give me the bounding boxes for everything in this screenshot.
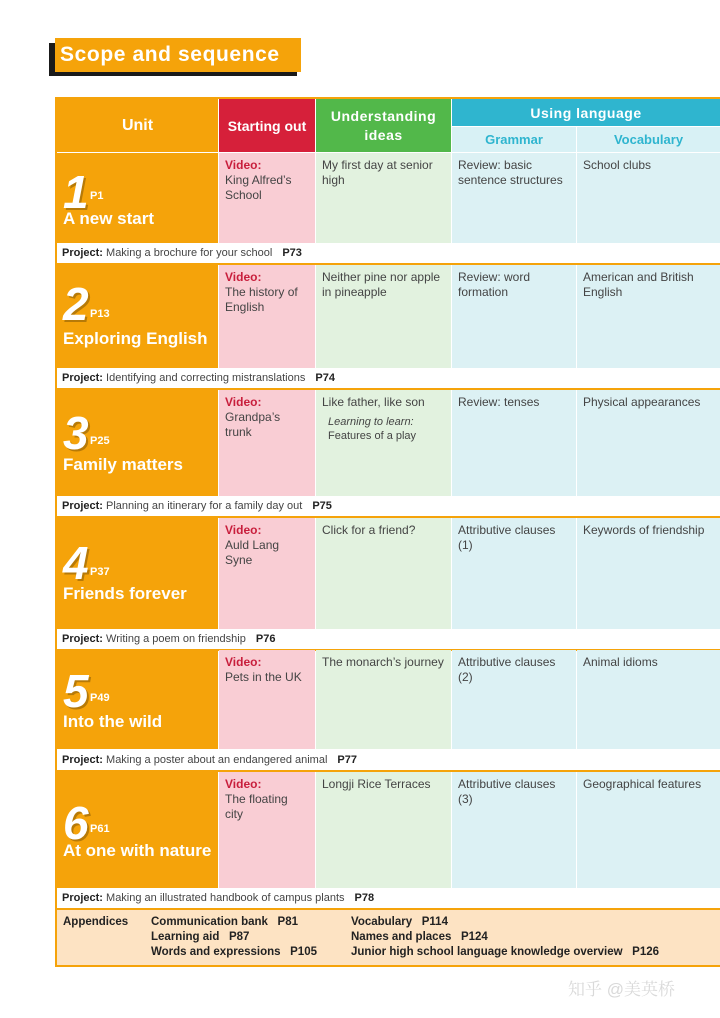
unit-name: Family matters xyxy=(63,455,183,474)
project-page: P77 xyxy=(337,754,357,766)
appendix-name: Words and expressions xyxy=(151,946,281,958)
grammar-cell xyxy=(452,265,576,368)
understanding-ideas-text: Neither pine nor apple in pineapple xyxy=(322,270,441,299)
vocabulary-text: School clubs xyxy=(583,158,652,172)
project-text: Identifying and correcting mistranslations xyxy=(106,372,306,384)
unit-cell xyxy=(57,265,218,368)
vocabulary-text: American and British English xyxy=(583,270,694,299)
project-text: Making a brochure for your school xyxy=(106,247,273,259)
understanding-ideas-text: The monarch’s journey xyxy=(322,655,444,669)
understanding-ideas-text: My first day at senior high xyxy=(322,158,433,187)
unit-name: Into the wild xyxy=(63,712,163,731)
project-page: P78 xyxy=(354,892,375,904)
learning-to-learn-detail: Features of a play xyxy=(328,430,417,442)
grammar-cell xyxy=(452,650,576,749)
starting-out-cell xyxy=(219,518,315,629)
understanding-ideas-cell xyxy=(316,772,451,888)
understanding-ideas-text: Click for a friend? xyxy=(322,523,416,537)
unit-name: Friends forever xyxy=(63,584,187,603)
appendix-page: P126 xyxy=(632,946,660,958)
video-label: Video: xyxy=(225,655,262,669)
unit-cell xyxy=(57,153,218,243)
grammar-text: Attributive clauses (3) xyxy=(458,777,556,806)
appendix-item[interactable] xyxy=(351,946,659,958)
grammar-text: Attributive clauses (2) xyxy=(458,655,556,684)
appendix-page: P87 xyxy=(228,931,250,943)
understanding-ideas-cell xyxy=(316,153,451,243)
project-text: Writing a poem on friendship xyxy=(106,633,246,645)
page-title: Scope and sequence xyxy=(55,38,301,72)
video-title: The history of English xyxy=(225,285,298,314)
project-row xyxy=(57,244,720,263)
vocabulary-cell xyxy=(577,650,720,749)
appendix-page: P81 xyxy=(277,916,298,928)
project-label: Project: xyxy=(62,500,103,512)
video-label: Video: xyxy=(225,158,262,172)
unit-name: At one with nature xyxy=(63,841,212,860)
project-text: Planning an itinerary for a family day out xyxy=(106,500,303,512)
understanding-ideas-text: Like father, like son xyxy=(322,395,425,409)
starting-out-cell xyxy=(219,650,315,749)
understanding-ideas-cell xyxy=(316,265,451,368)
project-row xyxy=(57,751,720,770)
video-label: Video: xyxy=(225,270,262,284)
project-text: Making a poster about an endangered animal xyxy=(106,754,328,766)
grammar-cell xyxy=(452,772,576,888)
understanding-ideas-cell xyxy=(316,390,451,496)
project-label: Project: xyxy=(62,754,103,766)
unit-cell xyxy=(57,650,218,749)
unit-number: 5 xyxy=(63,665,89,717)
unit-number: 4 xyxy=(63,537,89,589)
project-row xyxy=(57,630,720,649)
vocabulary-text: Physical appearances xyxy=(583,395,701,409)
project-label: Project: xyxy=(62,892,103,904)
appendix-page: P105 xyxy=(290,946,317,958)
unit-page: P13 xyxy=(90,308,110,320)
vocabulary-text: Animal idioms xyxy=(583,655,658,669)
video-title: Auld Lang Syne xyxy=(225,538,280,567)
vocabulary-cell xyxy=(577,390,720,496)
grammar-text: Review: basic sentence structures xyxy=(458,158,563,187)
project-label: Project: xyxy=(62,372,103,384)
grammar-text: Review: word formation xyxy=(458,270,531,299)
unit-page: P25 xyxy=(90,435,110,447)
header-starting-out: Starting out xyxy=(219,99,315,152)
grammar-cell xyxy=(452,153,576,243)
video-label: Video: xyxy=(225,777,262,791)
vocabulary-text: Geographical features xyxy=(583,777,702,791)
video-title: King Alfred’s School xyxy=(225,173,292,202)
appendix-name: Junior high school language knowledge overview xyxy=(351,946,623,958)
project-page: P75 xyxy=(312,500,332,512)
starting-out-cell xyxy=(219,772,315,888)
appendix-page: P124 xyxy=(460,931,488,943)
unit-page: P37 xyxy=(90,566,110,578)
vocabulary-cell xyxy=(577,772,720,888)
appendix-item[interactable] xyxy=(351,931,488,943)
grammar-text: Review: tenses xyxy=(458,395,540,409)
project-label: Project: xyxy=(62,247,103,259)
understanding-ideas-cell xyxy=(316,518,451,629)
unit-number: 6 xyxy=(63,797,89,849)
learning-to-learn-label: Learning to learn: xyxy=(328,416,414,428)
video-title: Pets in the UK xyxy=(225,670,302,684)
grammar-text: Attributive clauses (1) xyxy=(458,523,556,552)
unit-cell xyxy=(57,390,218,496)
unit-number: 3 xyxy=(63,407,89,459)
unit-cell xyxy=(57,518,218,629)
vocabulary-cell xyxy=(577,265,720,368)
project-page: P73 xyxy=(282,247,302,259)
header-unit: Unit xyxy=(57,99,218,152)
video-title: Grandpa’s trunk xyxy=(225,410,281,439)
understanding-ideas-cell xyxy=(316,650,451,749)
unit-number: 2 xyxy=(63,278,89,330)
header-vocabulary: Vocabulary xyxy=(577,127,720,152)
project-text: Making an illustrated handbook of campus plants xyxy=(106,892,345,904)
starting-out-cell xyxy=(219,390,315,496)
project-row xyxy=(57,369,720,388)
grammar-cell xyxy=(452,518,576,629)
header-using-language: Using language xyxy=(452,99,720,126)
video-title: The floating city xyxy=(225,792,288,821)
appendix-item[interactable] xyxy=(151,916,298,928)
vocabulary-cell xyxy=(577,518,720,629)
appendix-name: Vocabulary xyxy=(351,916,413,928)
starting-out-cell xyxy=(219,153,315,243)
appendix-name: Communication bank xyxy=(151,916,268,928)
table-bottom-border xyxy=(55,965,720,967)
appendices-label: Appendices xyxy=(63,916,129,928)
watermark: 知乎 @美英桥 xyxy=(568,980,675,999)
project-label: Project: xyxy=(62,633,103,645)
project-page: P74 xyxy=(315,372,335,384)
project-page: P76 xyxy=(255,633,276,645)
vocabulary-cell xyxy=(577,153,720,243)
appendix-item[interactable] xyxy=(351,916,448,928)
unit-number: 1 xyxy=(63,166,89,218)
appendices xyxy=(57,910,720,965)
unit-name: Exploring English xyxy=(63,329,208,348)
unit-page: P1 xyxy=(90,190,104,202)
header-understanding-ideas: Understanding ideas xyxy=(316,99,451,152)
project-row xyxy=(57,497,720,516)
starting-out-cell xyxy=(219,265,315,368)
learning-to-learn-note xyxy=(328,415,445,443)
unit-name: A new start xyxy=(63,209,155,228)
appendix-name: Names and places xyxy=(351,931,452,943)
appendix-name: Learning aid xyxy=(151,931,220,943)
video-label: Video: xyxy=(225,395,262,409)
vocabulary-text: Keywords of friendship xyxy=(583,523,705,537)
unit-page: P61 xyxy=(90,823,110,835)
header-grammar: Grammar xyxy=(452,127,576,152)
unit-page: P49 xyxy=(90,692,110,704)
video-label: Video: xyxy=(225,523,262,537)
project-row xyxy=(57,889,720,908)
appendix-item[interactable] xyxy=(151,946,317,958)
grammar-cell xyxy=(452,390,576,496)
appendix-item[interactable] xyxy=(151,931,249,943)
understanding-ideas-text: Longji Rice Terraces xyxy=(322,777,431,791)
unit-cell xyxy=(57,772,218,888)
appendix-page: P114 xyxy=(421,916,448,928)
